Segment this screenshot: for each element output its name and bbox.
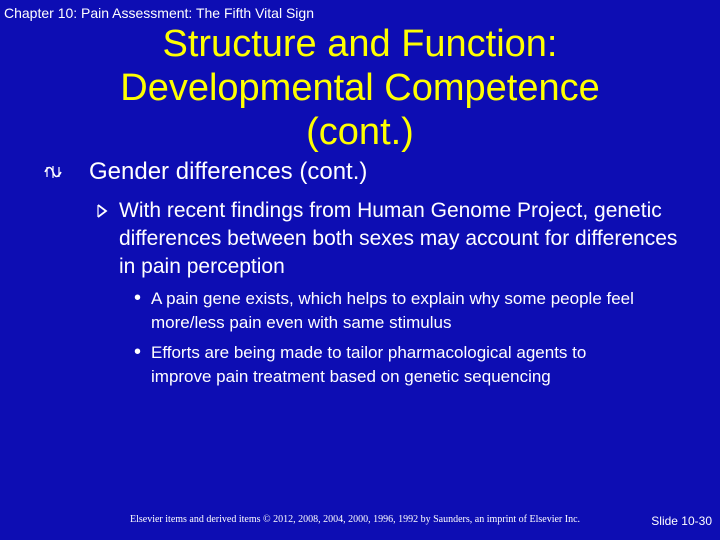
sub-bullet-text: With recent findings from Human Genome Project, genetic differences between both sexes may account for differences in pain perception bbox=[119, 199, 678, 278]
sub-sub-bullet-text: Efforts are being made to tailor pharmacological agents to improve pain treatment based on genetic sequencing bbox=[151, 343, 587, 386]
dot-bullet-icon: • bbox=[134, 341, 142, 363]
title-line-3: (cont.) bbox=[306, 111, 414, 153]
arrow-bullet-icon bbox=[96, 204, 108, 218]
title-line-2: Developmental Competence bbox=[120, 67, 600, 109]
title-line-1: Structure and Function: bbox=[162, 23, 558, 65]
bullet-flourish-icon bbox=[44, 164, 62, 180]
slide-number: Slide 10-30 bbox=[651, 514, 712, 528]
chapter-header: Chapter 10: Pain Assessment: The Fifth Vital Sign bbox=[4, 5, 314, 21]
copyright-footer: Elsevier items and derived items © 2012, 2008, 2004, 2000, 1996, 1992 by Saunders, an imprint of Elsevier Inc. bbox=[130, 514, 581, 525]
slide-title bbox=[60, 22, 660, 154]
bullet-text: Gender differences (cont.) bbox=[89, 158, 368, 185]
sub-sub-bullet-text: A pain gene exists, which helps to explain why some people feel more/less pain even with same stimulus bbox=[151, 289, 634, 332]
dot-bullet-icon: • bbox=[134, 287, 142, 309]
